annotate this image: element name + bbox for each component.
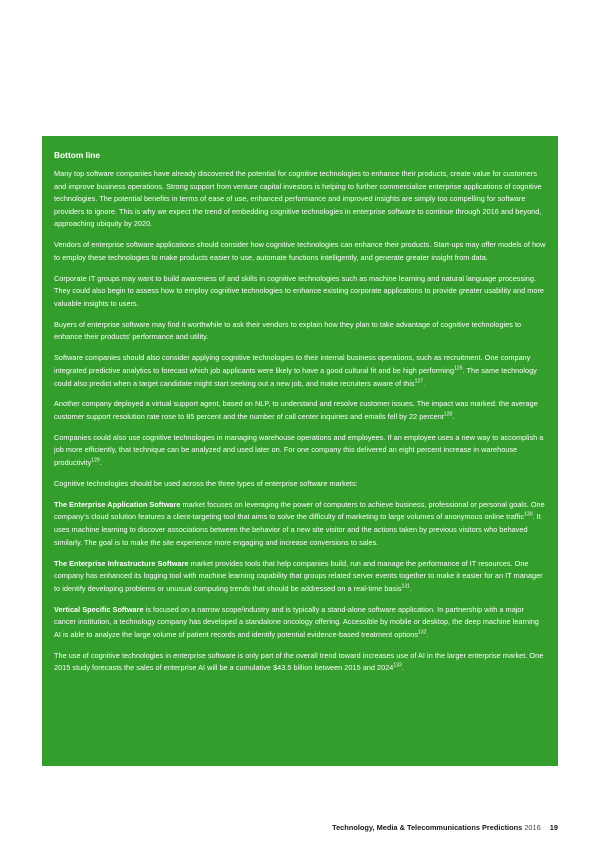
market-label-application: The Enterprise Application Software (54, 499, 181, 509)
paragraph-9-text-a: market focuses on leveraging the power of computers to achieve business, professional or personal goals. One company’s cloud solution features a client-targeting tool that aims to solve the difficulty of marketing to large volumes of anonymous online traffic (54, 499, 545, 522)
paragraph-6 (54, 398, 546, 423)
publication-year: 2016 (524, 823, 541, 832)
paragraph-1: Many top software companies have already discovered the potential for cognitive technologies to enhance their products, create value for customers and improve business operations. Strong support from venture capital investors is helping to further commercialize enterprise applications of cognitive technologies. The potential benefits in terms of ease of use, enhanced performance and improved insights are simply too compelling for software providers to ignore. This is why we expect the trend of embedding cognitive technologies in enterprise software to continue through 2016 and beyond, approaching ubiquity by 2020. (54, 169, 542, 229)
paragraph-3: Corporate IT groups may want to build awareness of and skills in cognitive technologies such as machine learning and natural language processing. They could also begin to assess how to employ cognitive technologies to enhance existing corporate applications to provide greater usability and more valuable insights to users. (54, 273, 544, 308)
market-label-vertical: Vertical Specific Software (54, 604, 144, 614)
paragraph-11-text-a: is focused on a narrow scope/industry and is typically a stand-alone software application. In partnership with a major cancer institution, a technology company has developed a standalone oncology offering. Accessible by mobile or desktop, the deep machine learning AI is able to analyze the large volume of patient records and identify potential evidence-based treatment options (54, 604, 539, 639)
box-title: Bottom line (54, 150, 101, 160)
paragraph-6-text-a: Another company deployed a virtual support agent, based on NLP, to understand and resolve customer issues. The impact was marked: the average customer support resolution rate rose to 85 percent and the number of call center inquiries and emails fell by 22 percent (54, 399, 538, 421)
publication-name: Technology, Media & Telecommunications Predictions (332, 823, 523, 832)
market-label-infrastructure: The Enterprise Infrastructure Software (54, 558, 189, 568)
paragraph-7-text-a: Companies could also use cognitive technologies in managing warehouse operations and employees. If an employee uses a new way to accomplish a job more efficiently, that technique can be analyzed and used later on. For one company this delivered an eight percent increase in warehouse productivity (54, 432, 544, 468)
footnote-ref: 127 (414, 378, 424, 385)
paragraph-5-text-c: . (423, 378, 426, 388)
bottom-line-box (42, 136, 558, 766)
paragraph-7 (54, 432, 546, 470)
footnote-ref: 128 (443, 411, 453, 418)
footnote-ref: 133 (393, 662, 402, 669)
footnote-ref: 132 (418, 629, 427, 636)
paragraph-12 (54, 650, 546, 675)
footnote-ref: 130 (524, 512, 533, 519)
paragraph-2: Vendors of enterprise software applications should consider how cognitive technologies can enhance their products. Start-ups may offer models of how to employ these technologies to make products easier to use, automate functions intelligently, and generate greater insight from data. (54, 240, 546, 262)
page-footer (332, 823, 558, 832)
paragraph-6-text-b: . (452, 411, 455, 421)
paragraph-4: Buyers of enterprise software may find it worthwhile to ask their vendors to explain how they plan to take advantage of cognitive technologies to enhance their products’ performance and utility. (54, 319, 522, 342)
paragraph-9-text-b: . It uses machine learning to discover associations between the behavior of a new site visitor and the actions taken by previous visitors who behaved similarly. The goal is to make the site experience more engaging and increase conversions to sales. (54, 512, 541, 547)
paragraph-10-text-a: market provides tools that help companies build, run and manage the performance of IT resources. One company has enhanced its logging tool with machine learning capability that groups related server events together to make it easier for an IT manager to identify developing problems or unusual computing trends that should be addressed on a real-time basis (54, 558, 543, 593)
footnote-ref: 131 (401, 583, 410, 590)
paragraph-11-text-b: . (426, 629, 429, 639)
footnote-ref: 129 (91, 457, 100, 464)
paragraph-5-text-a: Software companies should also consider applying cognitive technologies to their internal business operations, such as recruitment. One company integrated predictive analytics to forecast which job applicants were likely to have a good cultural fit and be high performing (54, 353, 531, 375)
paragraph-5-text-b: . The same technology could also predict when a target candidate might start seeking out a new job, and make recruiters aware of this (54, 365, 537, 388)
paragraph-11 (54, 604, 546, 642)
paragraph-5 (54, 352, 546, 390)
paragraph-10 (54, 558, 546, 596)
paragraph-9 (54, 499, 546, 549)
page-number: 19 (549, 823, 558, 832)
paragraph-8: Cognitive technologies should be used across the three types of enterprise software markets: (54, 478, 358, 488)
footer-publication-title (332, 823, 541, 832)
footnote-ref: 126 (454, 365, 463, 372)
paragraph-12-text-a: The use of cognitive technologies in enterprise software is only part of the overall trend toward increases use of AI in the larger enterprise market. One 2015 study forecasts the sales of enterprise AI will be a cumulative $43.5 billion between 2015 and 2024 (54, 650, 544, 673)
paragraph-7-text-b: . (99, 458, 102, 468)
paragraph-12-text-b: . (401, 663, 404, 673)
paragraph-10-text-b: . (409, 583, 413, 593)
